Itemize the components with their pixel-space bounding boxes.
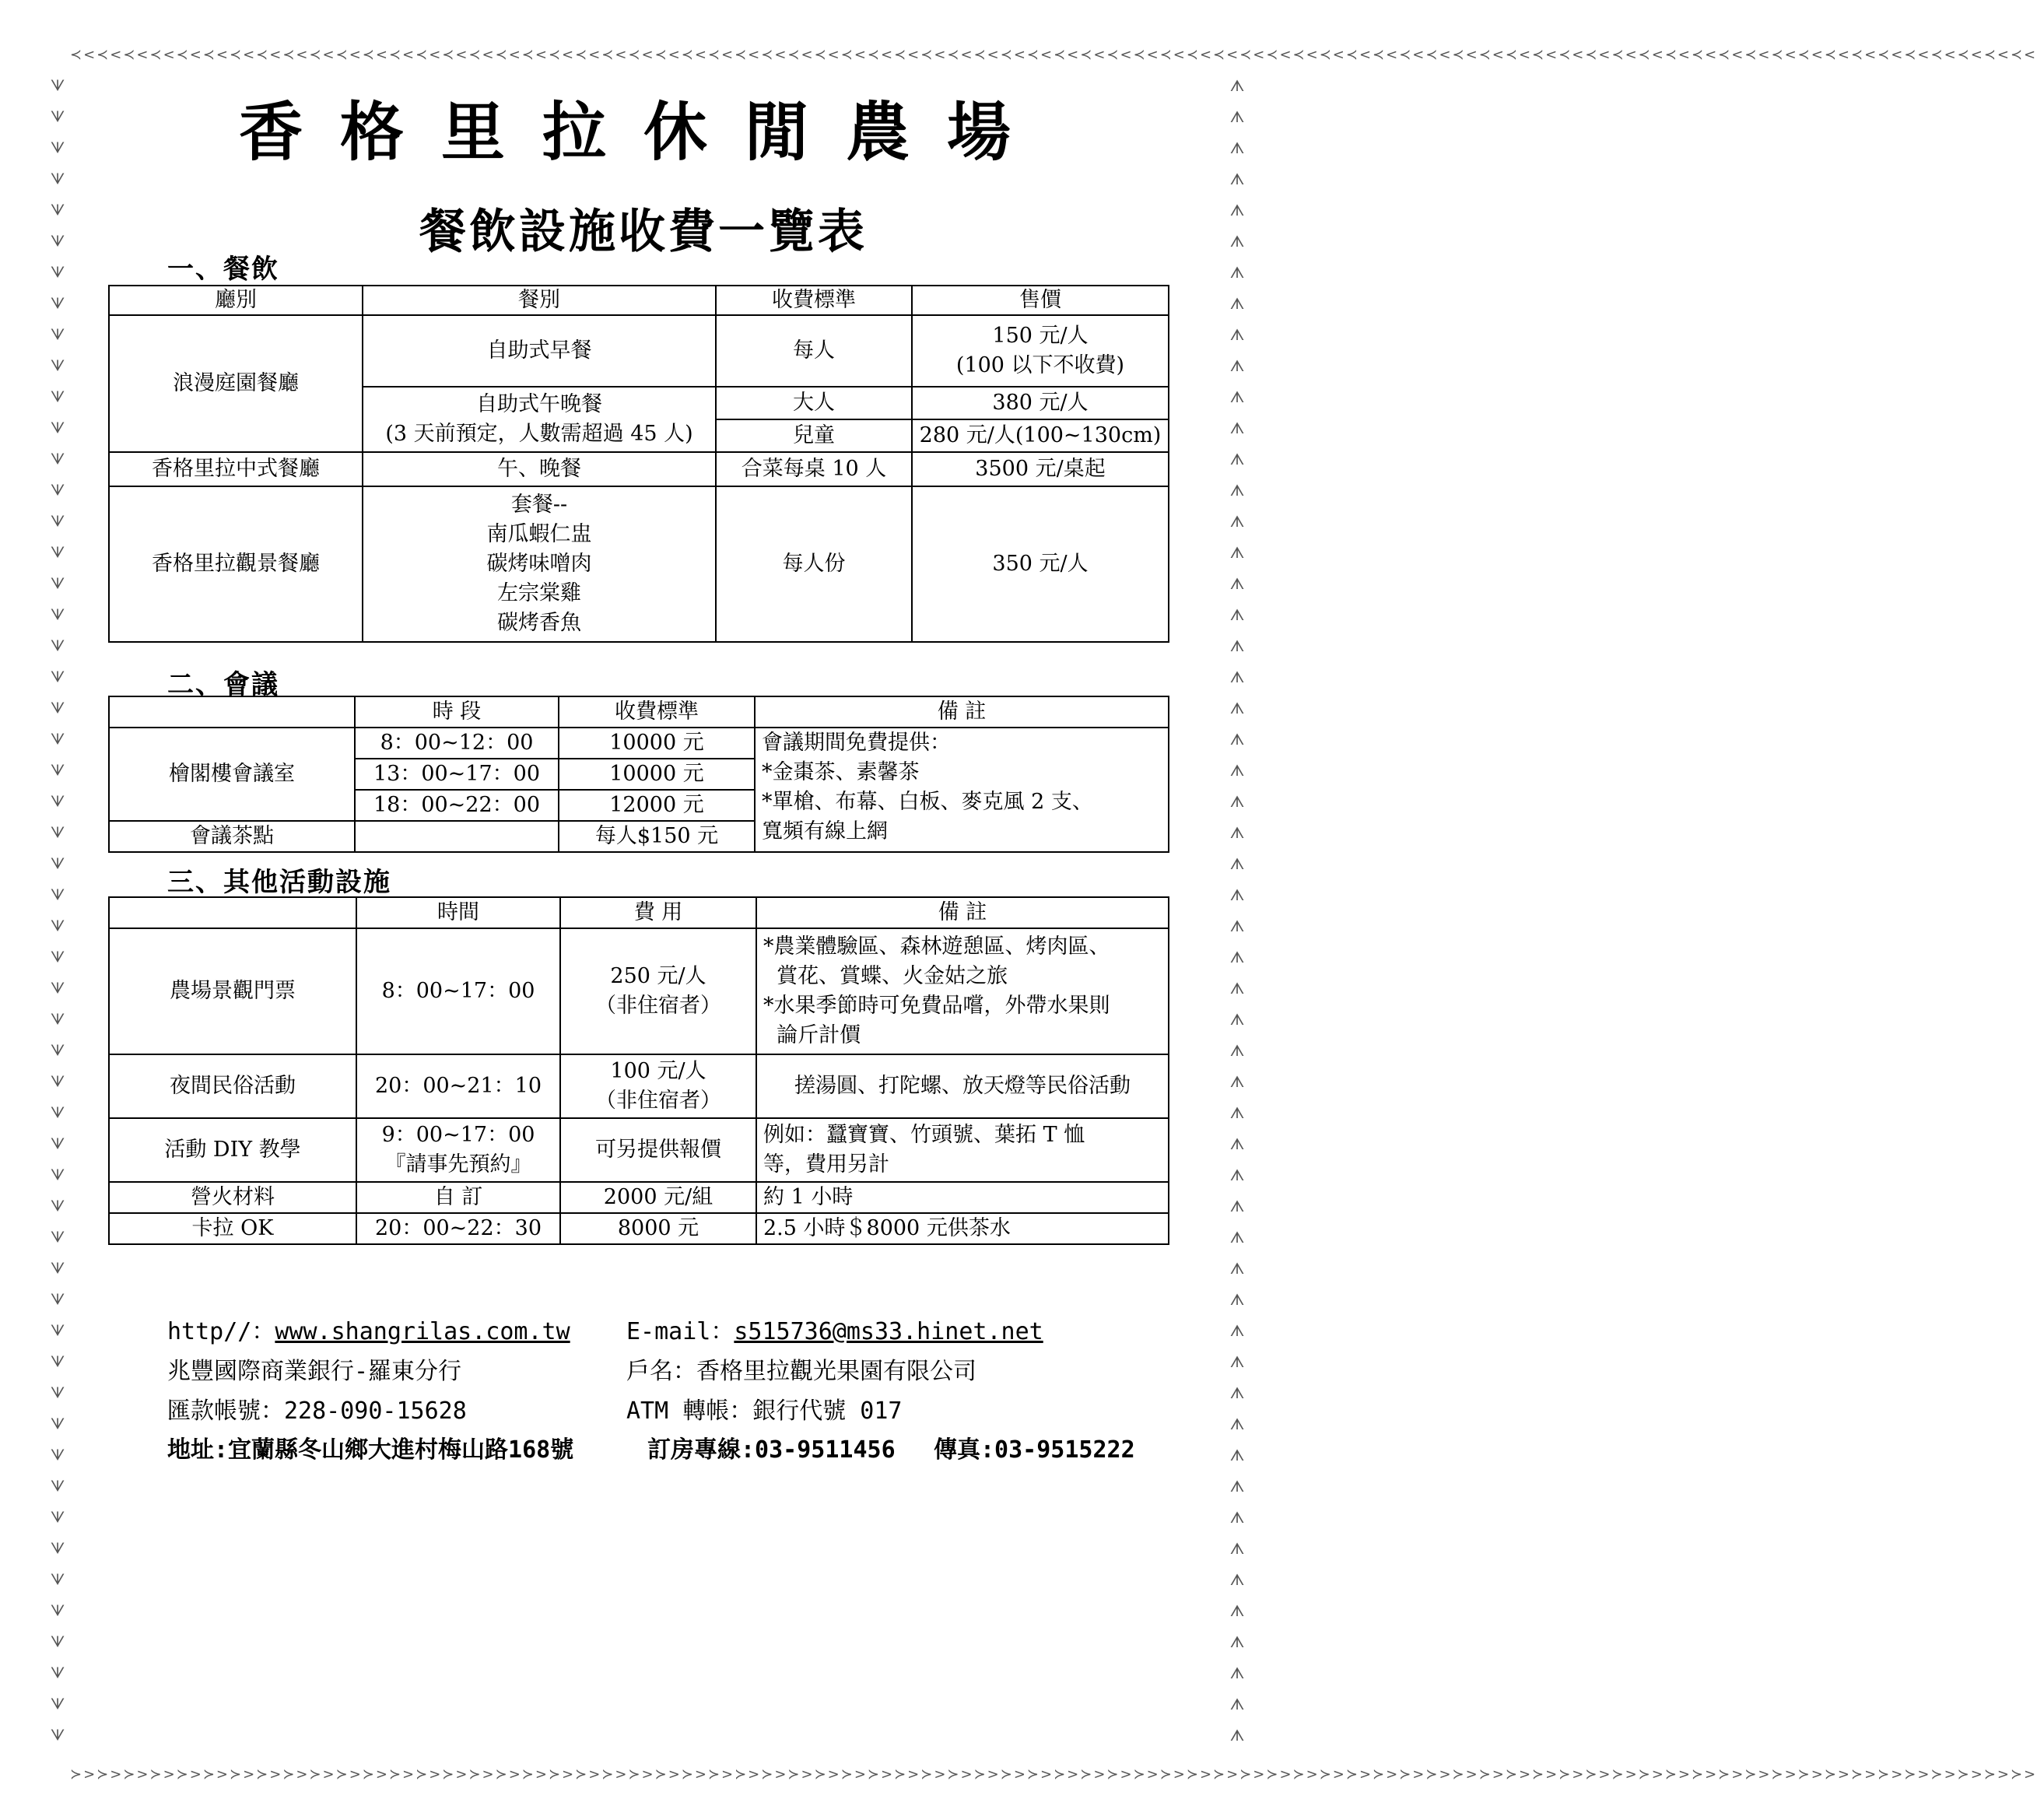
time-note: 『請事先預約』 xyxy=(384,1152,532,1177)
meeting-fee-cell: 10000 元 xyxy=(559,759,755,790)
dining-meal-cell: 自助式早餐 xyxy=(363,315,716,387)
dining-header-meal: 餐別 xyxy=(363,286,716,315)
activity-time-cell: 20：00~21：10 xyxy=(356,1054,560,1118)
top-border-decoration: ≺<≺<≺<≺<≺<≺<≺<≺<≺<≺<≺<≺<≺<≺<≺<≺<≺<≺<≺<≺<≺<≺<≺<≺<≺<≺<≺<≺<≺<≺<≺<≺<≺<≺<≺<≺<≺<≺<≺<≺<≺<≺<≺<≺<≺<≺<≺<≺<≺<≺<≺<≺<≺<≺<≺<≺<≺<≺<≺<≺<≺<≺<≺<≺<≺<≺<≺<≺<≺<≺<≺<≺<≺<≺< xyxy=(70,47,2037,63)
note-line: 等，費用另計 xyxy=(763,1152,889,1177)
note-line: *水果季節時可免費品嚐，外帶水果則 xyxy=(763,994,1110,1018)
dining-meal-cell xyxy=(363,486,716,642)
note-line: 賞花、賞蝶、火金姑之旅 xyxy=(763,964,1008,988)
dining-meal-cell xyxy=(363,387,716,452)
time-line: 9：00~17：00 xyxy=(381,1123,535,1147)
activity-fee-cell xyxy=(560,1054,756,1118)
activity-note-cell xyxy=(756,928,1169,1054)
note-line: *金棗茶、素馨茶 xyxy=(762,760,920,784)
meeting-header-time: 時 段 xyxy=(355,696,559,728)
activity-header-time: 時間 xyxy=(356,897,560,928)
section-other-heading: 三、其他活動設施 xyxy=(167,867,391,898)
section-meeting-heading: 二、會議 xyxy=(167,669,279,700)
dining-table xyxy=(108,285,1169,643)
dining-standard-cell: 兒童 xyxy=(716,419,912,452)
meal-line: 自助式午晚餐 xyxy=(476,392,602,416)
email-line xyxy=(626,1312,1043,1346)
price-note: (100 以下不收費) xyxy=(955,353,1125,377)
meeting-time-cell: 13：00~17：00 xyxy=(355,759,559,790)
email-link[interactable]: s515736@ms33.hinet.net xyxy=(734,1318,1043,1345)
fee-note: （非住宿者） xyxy=(595,1089,721,1113)
activity-fee-cell: 可另提供報價 xyxy=(560,1118,756,1182)
right-border-decoration: ᗑ ᗑ ᗑ ᗑ ᗑ ᗑ ᗑ ᗑ ᗑ ᗑ ᗑ ᗑ ᗑ ᗑ ᗑ ᗑ ᗑ ᗑ ᗑ ᗑ ᗑ ᗑ ᗑ ᗑ ᗑ ᗑ ᗑ ᗑ ᗑ ᗑ ᗑ ᗑ ᗑ ᗑ ᗑ ᗑ ᗑ ᗑ ᗑ ᗑ ᗑ ᗑ ᗑ ᗑ ᗑ ᗑ ᗑ ᗑ ᗑ ᗑ ᗑ ᗑ ᗑ ᗑ xyxy=(1229,76,1245,1745)
meeting-note-cell xyxy=(755,728,1169,852)
activity-header-note: 備 註 xyxy=(756,897,1169,928)
email-label: E-mail： xyxy=(626,1318,735,1345)
left-border-decoration: ᗐ ᗐ ᗐ ᗐ ᗐ ᗐ ᗐ ᗐ ᗐ ᗐ ᗐ ᗐ ᗐ ᗐ ᗐ ᗐ ᗐ ᗐ ᗐ ᗐ ᗐ ᗐ ᗐ ᗐ ᗐ ᗐ ᗐ ᗐ ᗐ ᗐ ᗐ ᗐ ᗐ ᗐ ᗐ ᗐ ᗐ ᗐ ᗐ ᗐ ᗐ ᗐ ᗐ ᗐ ᗐ ᗐ ᗐ ᗐ ᗐ ᗐ ᗐ ᗐ ᗐ ᗐ xyxy=(50,76,65,1745)
dining-price-cell: 280 元/人(100~130cm) xyxy=(912,419,1169,452)
dining-hall-cell: 浪漫庭園餐廳 xyxy=(109,315,363,452)
menu-line: 碳烤香魚 xyxy=(497,611,581,635)
fee-line: 250 元/人 xyxy=(610,964,706,988)
note-line: *農業體驗區、森林遊憩區、烤肉區、 xyxy=(763,935,1110,959)
fee-line: 100 元/人 xyxy=(610,1059,706,1083)
activity-fee-cell xyxy=(560,928,756,1054)
meeting-room-cell: 檜閣樓會議室 xyxy=(109,728,355,821)
activity-note-cell: 搓湯圓、打陀螺、放天燈等民俗活動 xyxy=(756,1054,1169,1118)
menu-line: 南瓜蝦仁盅 xyxy=(486,522,592,546)
dining-price-cell: 380 元/人 xyxy=(912,387,1169,419)
note-line: 會議期間免費提供： xyxy=(762,731,951,755)
activity-item-cell: 活動 DIY 教學 xyxy=(109,1118,356,1182)
activity-item-cell: 農場景觀門票 xyxy=(109,928,356,1054)
dining-standard-cell: 合菜每桌 10 人 xyxy=(716,452,912,486)
meeting-fee-cell: 12000 元 xyxy=(559,790,755,821)
menu-line: 碳烤味噌肉 xyxy=(486,552,592,576)
meeting-header-note: 備 註 xyxy=(755,696,1169,728)
dining-header-price: 售價 xyxy=(912,286,1169,315)
activity-time-cell: 20：00~22：30 xyxy=(356,1213,560,1244)
dining-meal-cell: 午、晚餐 xyxy=(363,452,716,486)
activity-time-cell xyxy=(356,1118,560,1182)
meeting-fee-cell: 10000 元 xyxy=(559,728,755,759)
dining-price-cell: 350 元/人 xyxy=(912,486,1169,642)
activity-header-blank xyxy=(109,897,356,928)
meeting-fee-cell: 每人$150 元 xyxy=(559,821,755,852)
page-subtitle: 餐飲設施收費一覽表 xyxy=(419,205,868,259)
fee-note: （非住宿者） xyxy=(595,994,721,1018)
activity-item-cell: 營火材料 xyxy=(109,1182,356,1213)
dining-hall-cell: 香格里拉觀景餐廳 xyxy=(109,486,363,642)
meeting-time-cell: 8：00~12：00 xyxy=(355,728,559,759)
dining-standard-cell: 每人 xyxy=(716,315,912,387)
meeting-header-blank xyxy=(109,696,355,728)
dining-price-cell: 3500 元/桌起 xyxy=(912,452,1169,486)
dining-standard-cell: 每人份 xyxy=(716,486,912,642)
activity-note-cell: 約 1 小時 xyxy=(756,1182,1169,1213)
activity-table xyxy=(108,896,1169,1245)
meeting-header-fee: 收費標準 xyxy=(559,696,755,728)
section-dining-heading: 一、餐飲 xyxy=(167,254,279,285)
website-link[interactable]: www.shangrilas.com.tw xyxy=(275,1318,570,1345)
note-line: 例如：蠶寶寶、竹頭號、葉拓 T 恤 xyxy=(763,1123,1085,1147)
activity-time-cell: 8：00~17：00 xyxy=(356,928,560,1054)
website-line xyxy=(167,1312,570,1346)
bottom-border-decoration: ≻>≻>≻>≻>≻>≻>≻>≻>≻>≻>≻>≻>≻>≻>≻>≻>≻>≻>≻>≻>≻>≻>≻>≻>≻>≻>≻>≻>≻>≻>≻>≻>≻>≻>≻>≻>≻>≻>≻>≻>≻>≻>≻>≻>≻>≻>≻>≻>≻>≻>≻>≻>≻>≻>≻>≻>≻>≻>≻>≻>≻>≻>≻>≻>≻>≻>≻>≻>≻>≻>≻>≻>≻>≻> xyxy=(70,1766,2037,1783)
activity-fee-cell: 2000 元/組 xyxy=(560,1182,756,1213)
meeting-table xyxy=(108,696,1169,853)
dining-standard-cell: 大人 xyxy=(716,387,912,419)
price-line: 150 元/人 xyxy=(992,324,1089,348)
meal-note: (3 天前預定，人數需超過 45 人) xyxy=(385,422,693,446)
activity-item-cell: 夜間民俗活動 xyxy=(109,1054,356,1118)
dining-header-hall: 廳別 xyxy=(109,286,363,315)
page-title: 香格里拉休閒農場 xyxy=(238,95,1048,170)
note-line: *單槍、布幕、白板、麥克風 2 支、 xyxy=(762,790,1093,814)
activity-fee-cell: 8000 元 xyxy=(560,1213,756,1244)
booking-phone: 訂房專線:03-9511456 xyxy=(647,1436,896,1464)
account-name: 戶名：香格里拉觀光果園有限公司 xyxy=(626,1358,976,1385)
activity-time-cell: 自 訂 xyxy=(356,1182,560,1213)
fax-number: 傳真:03-9515222 xyxy=(934,1436,1135,1464)
dining-header-standard: 收費標準 xyxy=(716,286,912,315)
dining-hall-cell: 香格里拉中式餐廳 xyxy=(109,452,363,486)
account-number: 匯款帳號：228-090-15628 xyxy=(167,1397,467,1425)
meeting-time-cell xyxy=(355,821,559,852)
activity-header-fee: 費 用 xyxy=(560,897,756,928)
menu-line: 左宗棠雞 xyxy=(497,581,581,605)
meeting-snack-cell: 會議茶點 xyxy=(109,821,355,852)
note-line: 論斤計價 xyxy=(763,1023,861,1047)
activity-note-cell xyxy=(756,1118,1169,1182)
activity-item-cell: 卡拉 OK xyxy=(109,1213,356,1244)
menu-line: 套餐-- xyxy=(510,493,568,517)
address: 地址:宜蘭縣冬山鄉大進村梅山路168號 xyxy=(167,1436,574,1464)
atm-transfer: ATM 轉帳：銀行代號 017 xyxy=(626,1397,903,1425)
bank-name: 兆豐國際商業銀行-羅東分行 xyxy=(167,1358,462,1385)
activity-note-cell: 2.5 小時＄8000 元供茶水 xyxy=(756,1213,1169,1244)
meeting-time-cell: 18：00~22：00 xyxy=(355,790,559,821)
website-label: http//： xyxy=(167,1318,275,1345)
dining-price-cell xyxy=(912,315,1169,387)
note-line: 寬頻有線上網 xyxy=(762,819,888,843)
